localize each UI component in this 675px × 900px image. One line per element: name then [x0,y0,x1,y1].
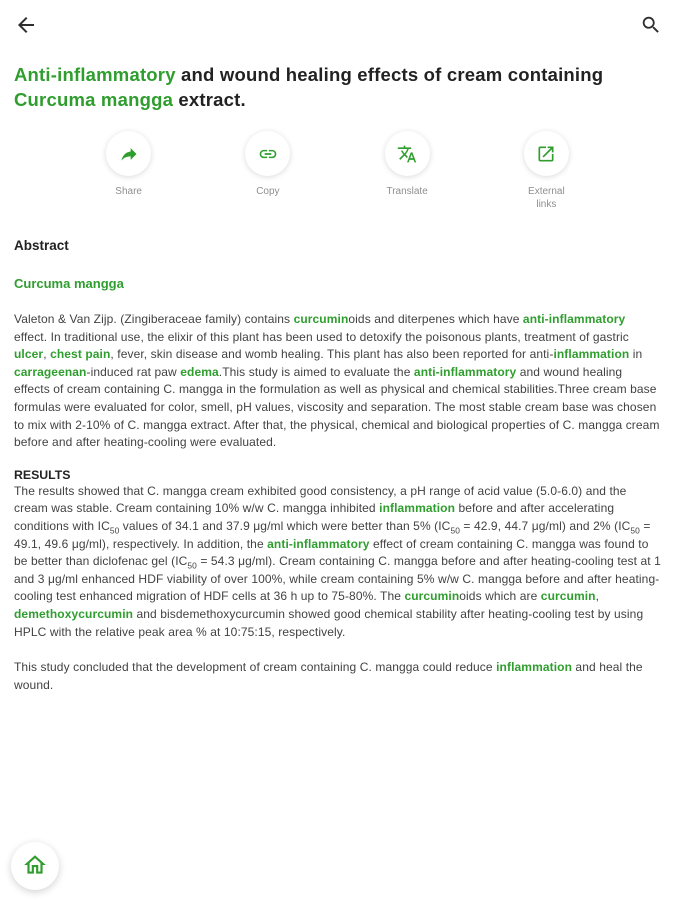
search-icon [640,14,662,39]
back-button[interactable] [12,12,40,40]
conclusion-paragraph: This study concluded that the development of cream containing C. mangga could reduce inflammation and heal the wound. [14,660,643,692]
top-bar [0,0,675,50]
external-link-icon [524,131,569,176]
abstract-heading: Abstract [14,238,69,253]
species-link[interactable]: Curcuma mangga [14,276,124,291]
translate-icon [385,131,430,176]
results-paragraph: The results showed that C. mangga cream exhibited good consistency, a pH range of acid value (5.0-6.0) and the cream was stable. Cream containing 10% w/w C. mangga inhibited inflammation before and after accelerating conditions with $IC_{50}$ values of 34.1 and 37.9 μg/ml which were better than 5% ($IC_{50} = 42.9$, 44.7 μg/ml) and 2% ($IC_{50} = 49.1$, 49.6 μg/ml), respectively. In addition, the anti-inflammatory effect of cream containing C. mangga was found to be better than diclofenac gel ($IC_{50} = 54.3$ μg/ml). Cream containing C. mangga before and after heating-cooling test at 1 and 3 μg/ml enhanced HDF viability of over 100%, while cream containing 5% w/w C. mangga before and after heating-cooling test enhanced migration of HDF cells at 36 h up to 75-80%. The curcuminoids which are curcumin, demethoxycurcumin and bisdemethoxycurcumin showed good chemical stability after heating-cooling test by using HPLC with the relative peak area % at 10:75:15, respectively. [14,483,661,639]
action-bar [0,131,675,211]
article-title: Anti-inflammatory and wound healing effects of cream containing Curcuma mangga extract. [14,64,604,110]
copy-label: Copy [256,186,280,197]
translate-button[interactable] [338,131,477,211]
copy-link-icon [245,131,290,176]
results-heading: RESULTS [14,467,71,482]
home-icon [22,852,48,881]
home-button[interactable] [11,842,59,890]
share-icon [106,131,151,176]
translate-label: Translate [386,186,428,197]
copy-button[interactable] [198,131,337,211]
search-button[interactable] [637,12,665,40]
abstract-section [14,238,661,694]
external-links-button[interactable] [477,131,616,211]
share-button[interactable] [59,131,198,211]
external-links-label: External links [528,186,565,210]
share-label: Share [115,186,142,197]
back-arrow-icon [14,13,38,40]
abstract-paragraph: Valeton & Van Zijp. (Zingiberaceae family) contains curcuminoids and diterpenes which have anti-inflammatory effect. In traditional use, the elixir of this plant has been used to detoxify the poisonous plants, treatment of gastric ulcer, chest pain, fever, skin disease and womb healing. This plant has also been reported for anti-inflammation in carrageenan-induced rat paw edema.This study is aimed to evaluate the anti-inflammatory and wound healing effects of cream containing C. mangga in the formulation as well as physical and chemical stabilities.Three cream base formulas were evaluated for color, smell, pH values, viscosity and separation. The most stable cream base was chosen to mix with 2-10% of C. mangga extract. After that, the physical, chemical and biological properties of C. mangga cream before and after heating-cooling were evaluated. [14,312,660,450]
